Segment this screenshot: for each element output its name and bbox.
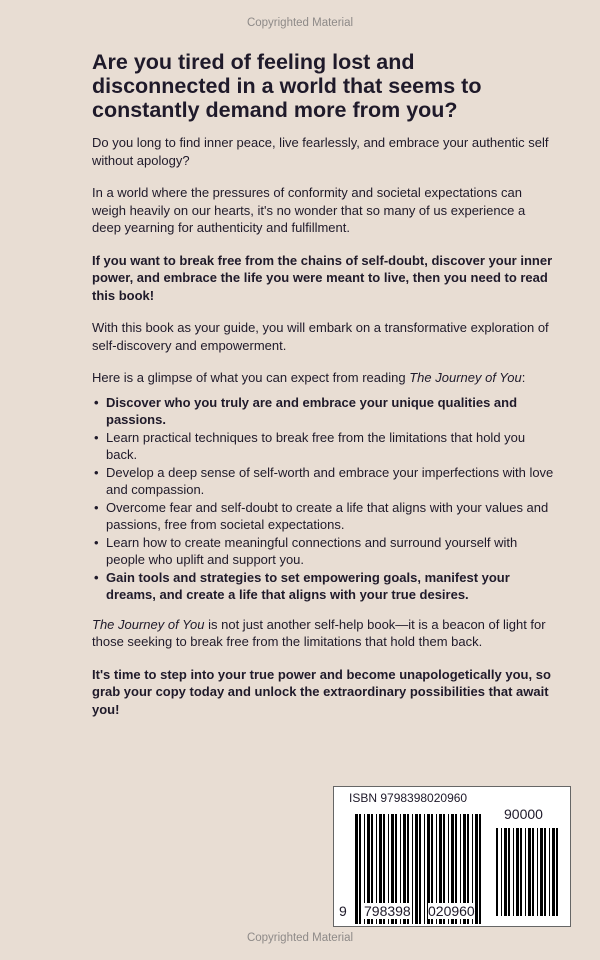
- barcode-bar: [532, 828, 534, 916]
- paragraph-2: In a world where the pressures of conformity and societal expectations can weigh heavily on our hearts, it's no wonder that so many of us experience a deep yearning for authenticity and fulfillment.: [92, 185, 526, 235]
- closing-text: is not just another self-help book—it is a beacon of light for those seeking to break free from the limitations that hold them back.: [92, 616, 546, 649]
- list-item: • Overcome fear and self-doubt to create a life that aligns with your values and passions, free from societal expectations.: [92, 499, 557, 534]
- barcode-bar: [540, 828, 543, 916]
- glimpse-text: Here is a glimpse of what you can expect from reading: [92, 370, 410, 385]
- closing-paragraph: [92, 616, 557, 651]
- barcode-digit-first: 9: [339, 903, 347, 919]
- list-item: • Gain tools and strategies to set empowering goals, manifest your dreams, and create a life that aligns with your true desires.: [92, 569, 557, 604]
- barcode-bar: [419, 814, 421, 924]
- barcode-bar: [415, 814, 418, 924]
- barcode-bar: [424, 814, 425, 924]
- barcode-bar: [537, 828, 538, 916]
- barcode-bars-addon: [496, 828, 561, 916]
- final-call-to-action: It's time to step into your true power and become unapologetically you, so grab your copy today and unlock the extraordinary possibilities that await you!: [92, 666, 551, 717]
- barcode-bar: [544, 828, 546, 916]
- barcode-bar: [501, 828, 502, 916]
- benefits-list: [92, 394, 557, 604]
- list-item: • Develop a deep sense of self-worth and embrace your imperfections with love and compassion.: [92, 464, 557, 499]
- price-addon-number: 90000: [504, 806, 543, 822]
- barcode-bar: [359, 814, 361, 924]
- book-title-italic: The Journey of You: [409, 370, 522, 385]
- list-item: • Learn practical techniques to break free from the limitations that hold you back.: [92, 429, 557, 464]
- cover-text-column: [92, 50, 557, 733]
- list-item: • Learn how to create meaningful connections and surround yourself with people who uplift and support you.: [92, 534, 557, 569]
- barcode-bar: [496, 828, 498, 916]
- barcode-bar: [556, 828, 558, 916]
- copyright-watermark-top: Copyrighted Material: [246, 17, 354, 29]
- barcode-bar: [513, 828, 514, 916]
- paragraph-1: Do you long to find inner peace, live fearlessly, and embrace your authentic self without apology?: [92, 135, 549, 168]
- barcode-digits-right: 020960: [428, 903, 475, 919]
- barcode-bar: [504, 828, 507, 916]
- barcode-bar: [528, 828, 531, 916]
- barcode-bar: [412, 814, 413, 924]
- headline: Are you tired of feeling lost and disconnected in a world that seems to constantly demand more from you?: [92, 50, 482, 122]
- barcode-bar: [520, 828, 522, 916]
- barcode-bar: [516, 828, 519, 916]
- isbn-barcode: [333, 786, 571, 927]
- paragraph-3-bold: If you want to break free from the chains of self-doubt, discover your inner power, and embrace the life you were meant to live, then you need to read this book!: [92, 252, 553, 303]
- list-item: • Discover who you truly are and embrace your unique qualities and passions.: [92, 394, 557, 429]
- glimpse-paragraph: [92, 369, 557, 387]
- barcode-bar: [475, 814, 478, 924]
- barcode-bar: [549, 828, 550, 916]
- isbn-label: ISBN 9798398020960: [349, 791, 468, 805]
- barcode-bar: [479, 814, 481, 924]
- barcode-bar: [525, 828, 526, 916]
- paragraph-4: With this book as your guide, you will embark on a transformative exploration of self-discovery and empowerment.: [92, 320, 549, 353]
- barcode-bar: [508, 828, 510, 916]
- book-title-italic: The Journey of You: [92, 616, 205, 632]
- barcode-bar: [355, 814, 358, 924]
- glimpse-colon: :: [521, 370, 526, 385]
- copyright-watermark-bottom: Copyrighted Material: [246, 932, 354, 944]
- barcode-digits-left: 798398: [364, 903, 411, 919]
- barcode-bar: [552, 828, 555, 916]
